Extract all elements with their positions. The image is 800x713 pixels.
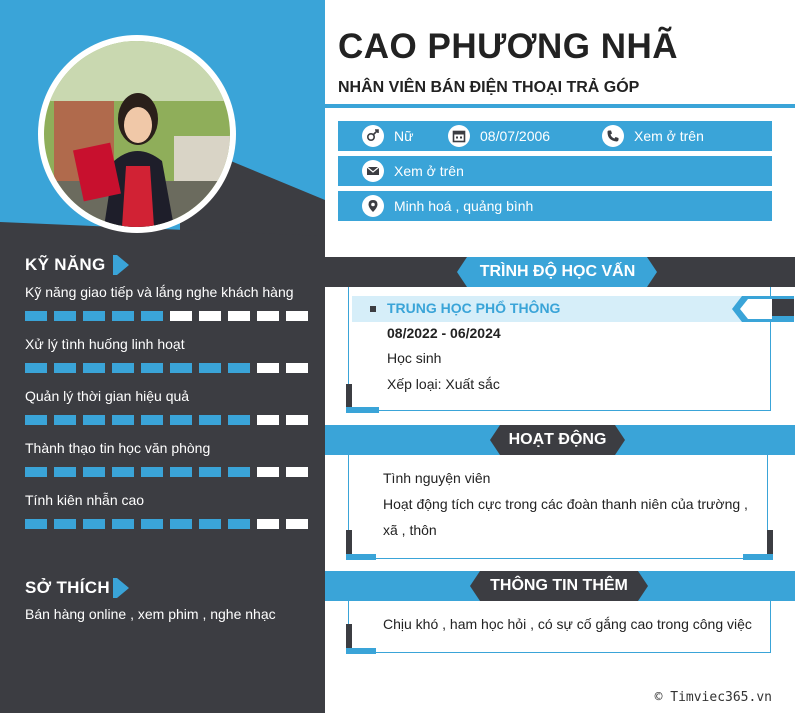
activity-description-cont: xã , thôn xyxy=(383,522,437,538)
skill-segment xyxy=(228,311,250,321)
corner-mark xyxy=(346,554,376,560)
activity-title: Tình nguyện viên xyxy=(383,470,491,486)
skill-segment xyxy=(199,519,221,529)
phone-value: Xem ở trên xyxy=(634,128,704,144)
skill-segment xyxy=(112,415,134,425)
info-row-address xyxy=(338,191,772,221)
skill-segment xyxy=(170,415,192,425)
address-value: Minh hoá , quảng bình xyxy=(394,198,534,214)
skill-segment xyxy=(112,467,134,477)
skill-segment xyxy=(54,415,76,425)
skill-segment xyxy=(199,363,221,373)
email-value: Xem ở trên xyxy=(394,163,464,179)
skills-heading-text: KỸ NĂNG xyxy=(25,255,106,274)
education-strip-arrow xyxy=(732,296,794,322)
skill-segment xyxy=(228,415,250,425)
skill-segment xyxy=(257,415,279,425)
full-name: CAO PHƯƠNG NHÃ xyxy=(338,27,679,66)
gender-value: Nữ xyxy=(394,128,414,144)
portrait-photo xyxy=(44,41,230,227)
skill-segment xyxy=(286,311,308,321)
education-section-bar xyxy=(325,257,795,287)
skill-segment xyxy=(25,311,47,321)
birthday-value: 08/07/2006 xyxy=(480,128,551,144)
hobbies-heading xyxy=(25,578,110,598)
header-divider xyxy=(325,104,795,108)
skill-segment xyxy=(141,519,163,529)
skill-bar xyxy=(25,519,310,529)
skill-segment xyxy=(54,311,76,321)
corner-mark xyxy=(346,407,379,413)
skill-segment xyxy=(257,363,279,373)
skill-segment xyxy=(199,311,221,321)
skill-segment xyxy=(83,311,105,321)
skill-segment xyxy=(199,415,221,425)
skill-segment xyxy=(257,467,279,477)
skill-bar xyxy=(25,467,310,477)
skill-segment xyxy=(83,519,105,529)
skills-heading xyxy=(25,255,106,275)
email-icon xyxy=(362,160,384,182)
additional-section-bar xyxy=(325,571,795,601)
job-title: NHÂN VIÊN BÁN ĐIỆN THOẠI TRẢ GÓP xyxy=(338,79,640,96)
footer-credit: © Timviec365.vn xyxy=(654,690,772,705)
skill-label: Quản lý thời gian hiệu quả xyxy=(25,388,190,404)
skill-segment xyxy=(286,415,308,425)
skill-segment xyxy=(257,519,279,529)
skill-segment xyxy=(141,363,163,373)
school-name: TRUNG HỌC PHỔ THÔNG xyxy=(387,300,561,316)
skill-label: Thành thạo tin học văn phòng xyxy=(25,440,211,456)
skill-segment xyxy=(83,363,105,373)
phone-icon xyxy=(602,125,624,147)
hobbies-text: Bán hàng online , xem phim , nghe nhạc xyxy=(25,606,276,622)
skill-segment xyxy=(112,519,134,529)
skill-segment xyxy=(112,363,134,373)
skill-segment xyxy=(170,311,192,321)
skill-segment xyxy=(286,519,308,529)
avatar xyxy=(38,35,236,233)
info-row-personal xyxy=(338,121,772,151)
skill-segment xyxy=(228,467,250,477)
skill-segment xyxy=(199,467,221,477)
skill-segment xyxy=(112,311,134,321)
skill-segment xyxy=(141,311,163,321)
education-grade: Xếp loại: Xuất sắc xyxy=(387,376,500,392)
activities-heading: HOẠT ĐỘNG xyxy=(508,431,607,448)
skill-segment xyxy=(257,311,279,321)
skill-segment xyxy=(141,415,163,425)
skill-segment xyxy=(83,467,105,477)
skill-label: Tính kiên nhẫn cao xyxy=(25,492,145,508)
skill-segment xyxy=(228,363,250,373)
gender-icon xyxy=(362,125,384,147)
skill-bar xyxy=(25,363,310,373)
skill-segment xyxy=(170,363,192,373)
skill-segment xyxy=(286,363,308,373)
info-row-email xyxy=(338,156,772,186)
skill-segment xyxy=(170,467,192,477)
education-heading: TRÌNH ĐỘ HỌC VẤN xyxy=(479,263,636,280)
skill-segment xyxy=(141,467,163,477)
corner-mark xyxy=(346,648,376,654)
additional-text: Chịu khó , ham học hỏi , có sự cố gắng cao trong công việc xyxy=(383,616,752,632)
skill-label: Kỹ năng giao tiếp và lắng nghe khách hàng xyxy=(25,284,294,300)
arrow-right-icon xyxy=(117,255,129,275)
activities-section-bar xyxy=(325,425,795,455)
skill-segment xyxy=(228,519,250,529)
education-period: 08/2022 - 06/2024 xyxy=(387,325,501,341)
calendar-icon xyxy=(448,125,470,147)
skill-segment xyxy=(170,519,192,529)
skill-segment xyxy=(25,467,47,477)
arrow-right-icon xyxy=(117,578,129,598)
corner-mark xyxy=(743,554,773,560)
skill-segment xyxy=(25,363,47,373)
skill-segment xyxy=(83,415,105,425)
skill-segment xyxy=(286,467,308,477)
skill-segment xyxy=(25,415,47,425)
skill-label: Xử lý tình huống linh hoạt xyxy=(25,336,185,352)
education-major: Học sinh xyxy=(387,350,442,366)
hobbies-heading-text: SỞ THÍCH xyxy=(25,578,110,597)
location-pin-icon xyxy=(362,195,384,217)
skill-bar xyxy=(25,415,310,425)
skill-segment xyxy=(54,467,76,477)
skill-segment xyxy=(54,363,76,373)
skill-bar xyxy=(25,311,310,321)
skill-segment xyxy=(54,519,76,529)
additional-heading: THÔNG TIN THÊM xyxy=(490,577,628,594)
bullet-icon xyxy=(370,306,376,312)
skill-segment xyxy=(25,519,47,529)
activity-description: Hoạt động tích cực trong các đoàn thanh niên của trường , xyxy=(383,496,748,512)
